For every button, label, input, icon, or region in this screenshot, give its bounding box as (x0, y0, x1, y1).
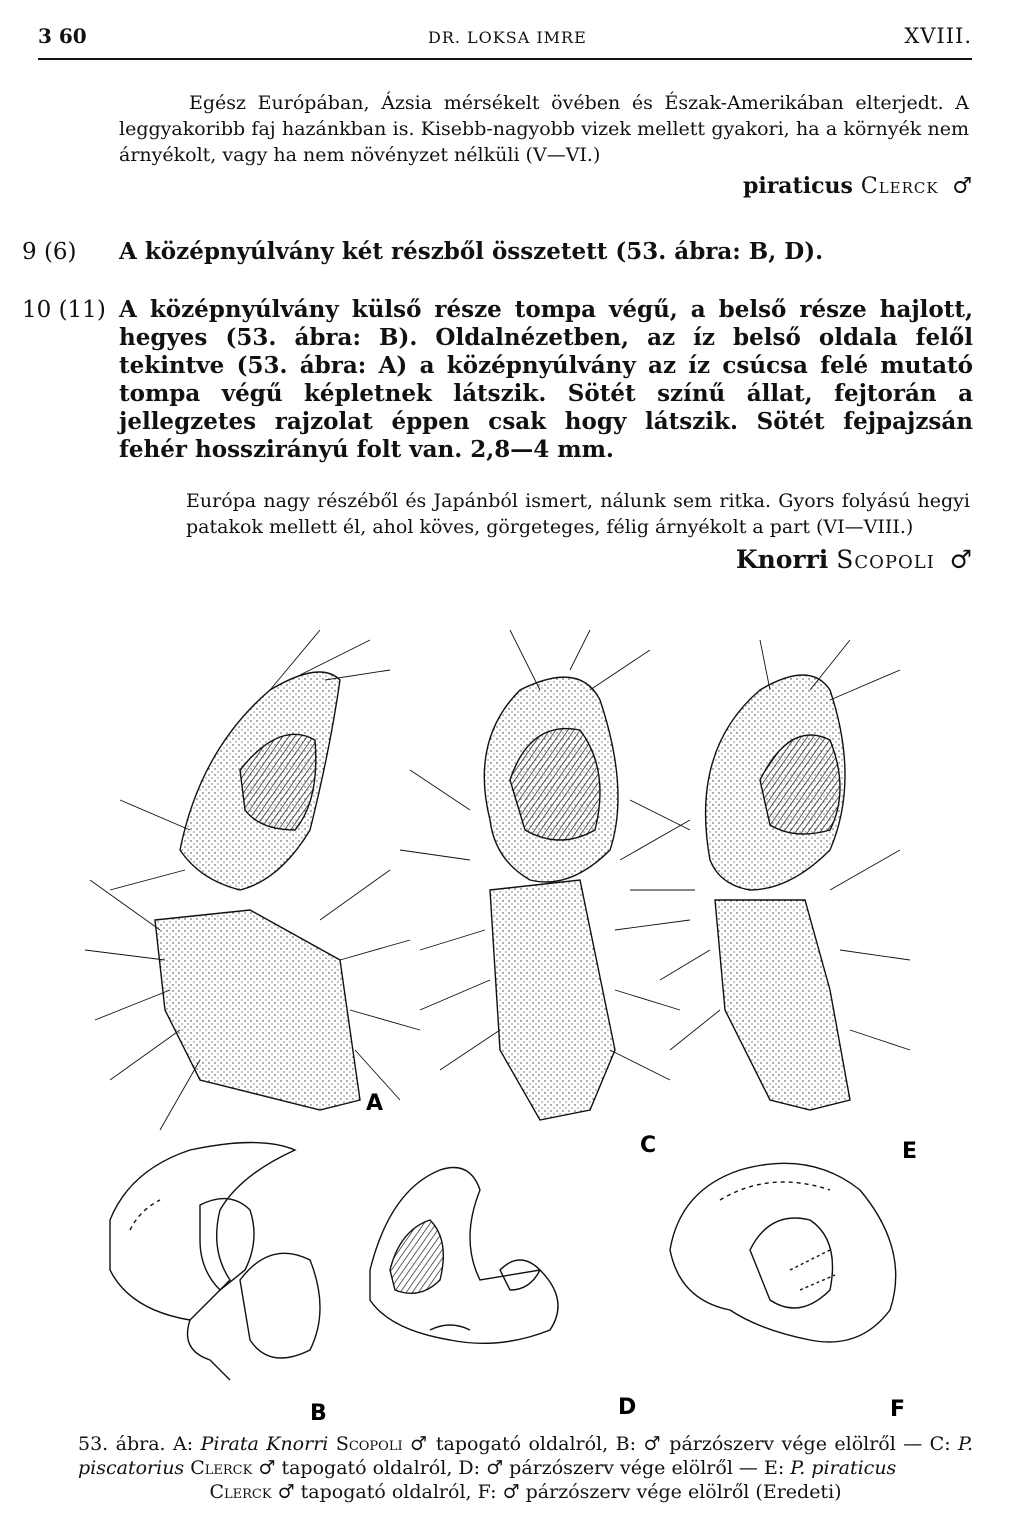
header-rule (38, 58, 972, 60)
caption-author-e: Clerck (209, 1481, 272, 1503)
figure-label-f: F (890, 1397, 906, 1420)
caption-species-c: P. piscatorius (78, 1433, 974, 1479)
species-epithet: piraticus (742, 173, 853, 199)
caption-desc-e: ♂ tapogató oldalról, F: (277, 1481, 497, 1503)
figure-label-c: C (640, 1133, 657, 1158)
caption-desc-d: ♂ párzószerv vége elölről — E: (486, 1457, 785, 1479)
drawing-b (110, 1143, 320, 1381)
couplet-number: 10 (11) (22, 297, 106, 323)
couplet-number: 9 (6) (22, 239, 77, 265)
drawing-e (630, 640, 910, 1110)
caption-figure-number: 53. ábra. (78, 1433, 166, 1455)
note-text: Egész Európában, Ázsia mérsékelt övében és Észak-Amerikában elterjedt. A leggyakoribb faj hazánkban is. Kisebb-nagyobb vizek mellett gyakori, ha a környék nem árnyékolt, vagy ha nem növényzet nélküli (V—VI.) (119, 92, 969, 166)
page-header (38, 24, 972, 54)
caption-species-a: Pirata Knorri (200, 1433, 329, 1455)
caption-desc-b: ♂ párzószerv vége elölről — C: (643, 1433, 951, 1455)
species-epithet: Knorri (735, 545, 829, 574)
species-name-knorri (736, 545, 972, 574)
species-author: Clerck (860, 174, 939, 199)
caption-desc-c: ♂ tapogató oldalról, D: (258, 1457, 481, 1479)
male-symbol: ♂ (949, 545, 972, 574)
caption-a-prefix: A: (173, 1433, 194, 1455)
species-author: Scopoli (836, 545, 935, 574)
running-author: DR. LOKSA IMRE (428, 28, 587, 47)
page-number: 3 60 (38, 24, 87, 48)
figure-53 (70, 630, 970, 1420)
figure-caption (78, 1432, 973, 1504)
drawing-a (85, 630, 420, 1130)
male-symbol: ♂ (952, 174, 972, 199)
volume-number: XVIII. (904, 24, 972, 48)
caption-last-line (78, 1480, 973, 1504)
drawing-d (370, 1168, 558, 1344)
couplet-text: A középnyúlvány két részből összetett (53. ábra: B, D). (119, 238, 824, 265)
caption-desc-a: ♂ tapogató oldalról, (410, 1433, 609, 1455)
figure-label-e: E (902, 1139, 918, 1164)
distribution-note-piraticus (119, 90, 969, 168)
drawing-c (400, 630, 690, 1120)
caption-author-c: Clerck (190, 1457, 253, 1479)
drawing-f (670, 1163, 896, 1342)
distribution-note-knorri (186, 488, 970, 540)
couplet-text: A középnyúlvány külső része tompa végű, a belső része hajlott, hegyes (53. ábra: B). Oldalnézetben, az íz belső oldala felől tekintve (53. ábra: A) a középnyúlvány az íz csúcsa felé mutató tompa végű képletnek látszik. Sötét színű állat, fejtorán a jellegzetes rajzolat éppen csak hogy látszik. Sötét fejpajzsán fehér hosszirányú folt van. 2,8—4 mm. (119, 296, 973, 463)
figure-label-a: A (366, 1091, 384, 1116)
figure-label-d: D (618, 1395, 637, 1420)
figure-label-b: B (310, 1401, 327, 1420)
note-text: Európa nagy részéből és Japánból ismert, nálunk sem ritka. Gyors folyású hegyi patakok mellett él, ahol köves, görgeteges, félig árnyékolt a part (VI—VIII.) (186, 490, 970, 538)
caption-desc-f: ♂ párzószerv vége elölről (Eredeti) (502, 1481, 842, 1503)
caption-species-e: P. piraticus (790, 1457, 897, 1479)
species-name-piraticus (743, 173, 972, 199)
caption-author-a: Scopoli (335, 1433, 403, 1455)
caption-b-prefix: B: (615, 1433, 636, 1455)
palp-drawings (70, 630, 970, 1420)
